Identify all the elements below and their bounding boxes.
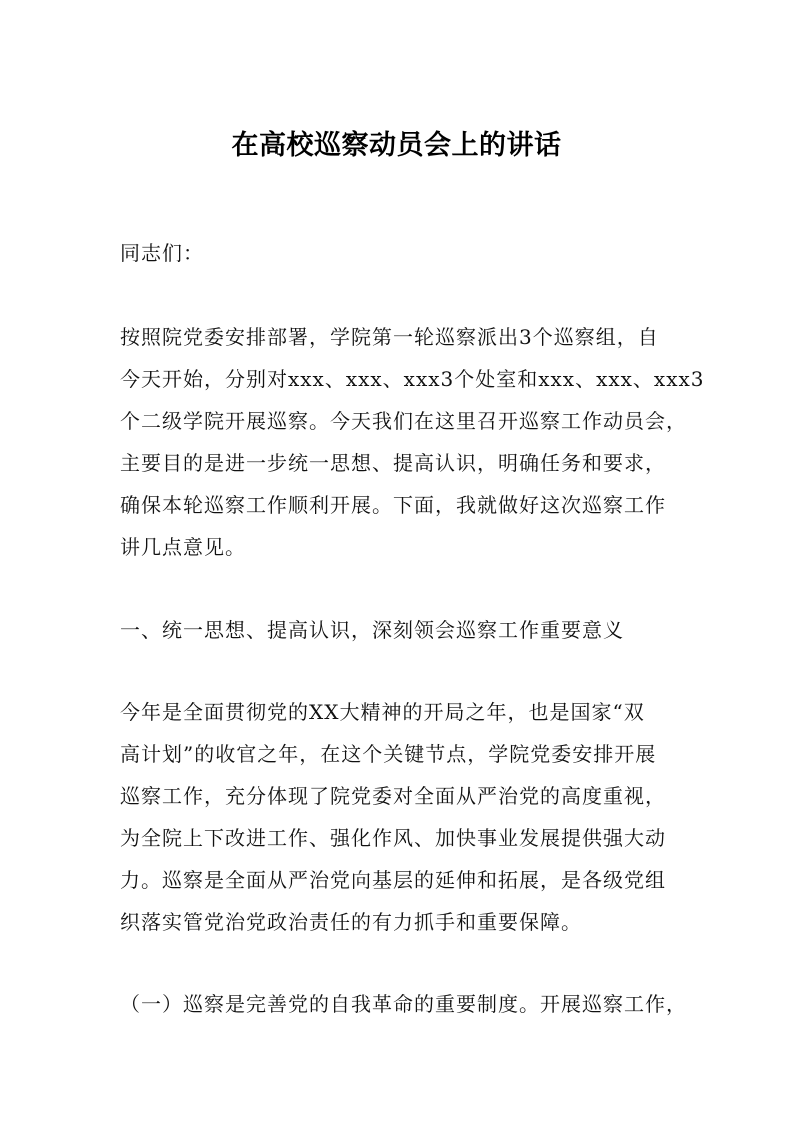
paragraph-line: 巡察工作，充分体现了院党委对全面从严治党的高度重视，: [120, 784, 666, 808]
paragraph-line: 讲几点意见。: [120, 535, 246, 559]
paragraph-line: 个二级学院开展巡察。今天我们在这里召开巡察工作动员会，: [120, 409, 687, 433]
paragraph-line: （一）巡察是完善党的自我革命的重要制度。开展巡察工作，: [120, 992, 687, 1016]
paragraph-line: 织落实管党治党政治责任的有力抓手和重要保障。: [120, 910, 582, 934]
paragraph-line: 按照院党委安排部署，学院第一轮巡察派出3个巡察组，自: [120, 325, 659, 349]
paragraph-line: 高计划”的收官之年，在这个关键节点，学院党委安排开展: [120, 742, 657, 766]
document-title: 在高校巡察动员会上的讲话: [231, 130, 562, 161]
paragraph-line: 为全院上下改进工作、强化作风、加快事业发展提供强大动: [120, 826, 666, 850]
paragraph-line: 今年是全面贯彻党的XX大精神的开局之年，也是国家“双: [120, 700, 645, 724]
paragraph-line: 力。巡察是全面从严治党向基层的延伸和拓展，是各级党组: [120, 868, 666, 892]
paragraph-line: 确保本轮巡察工作顺利开展。下面，我就做好这次巡察工作: [120, 493, 666, 517]
paragraph-line: 主要目的是进一步统一思想、提高认识，明确任务和要求，: [120, 451, 666, 475]
salutation: 同志们：: [120, 241, 204, 265]
section-heading: 一、统一思想、提高认识，深刻领会巡察工作重要意义: [120, 618, 624, 642]
paragraph-line: 今天开始，分别对xxx、xxx、xxx3个处室和xxx、xxx、xxx3: [120, 367, 705, 391]
